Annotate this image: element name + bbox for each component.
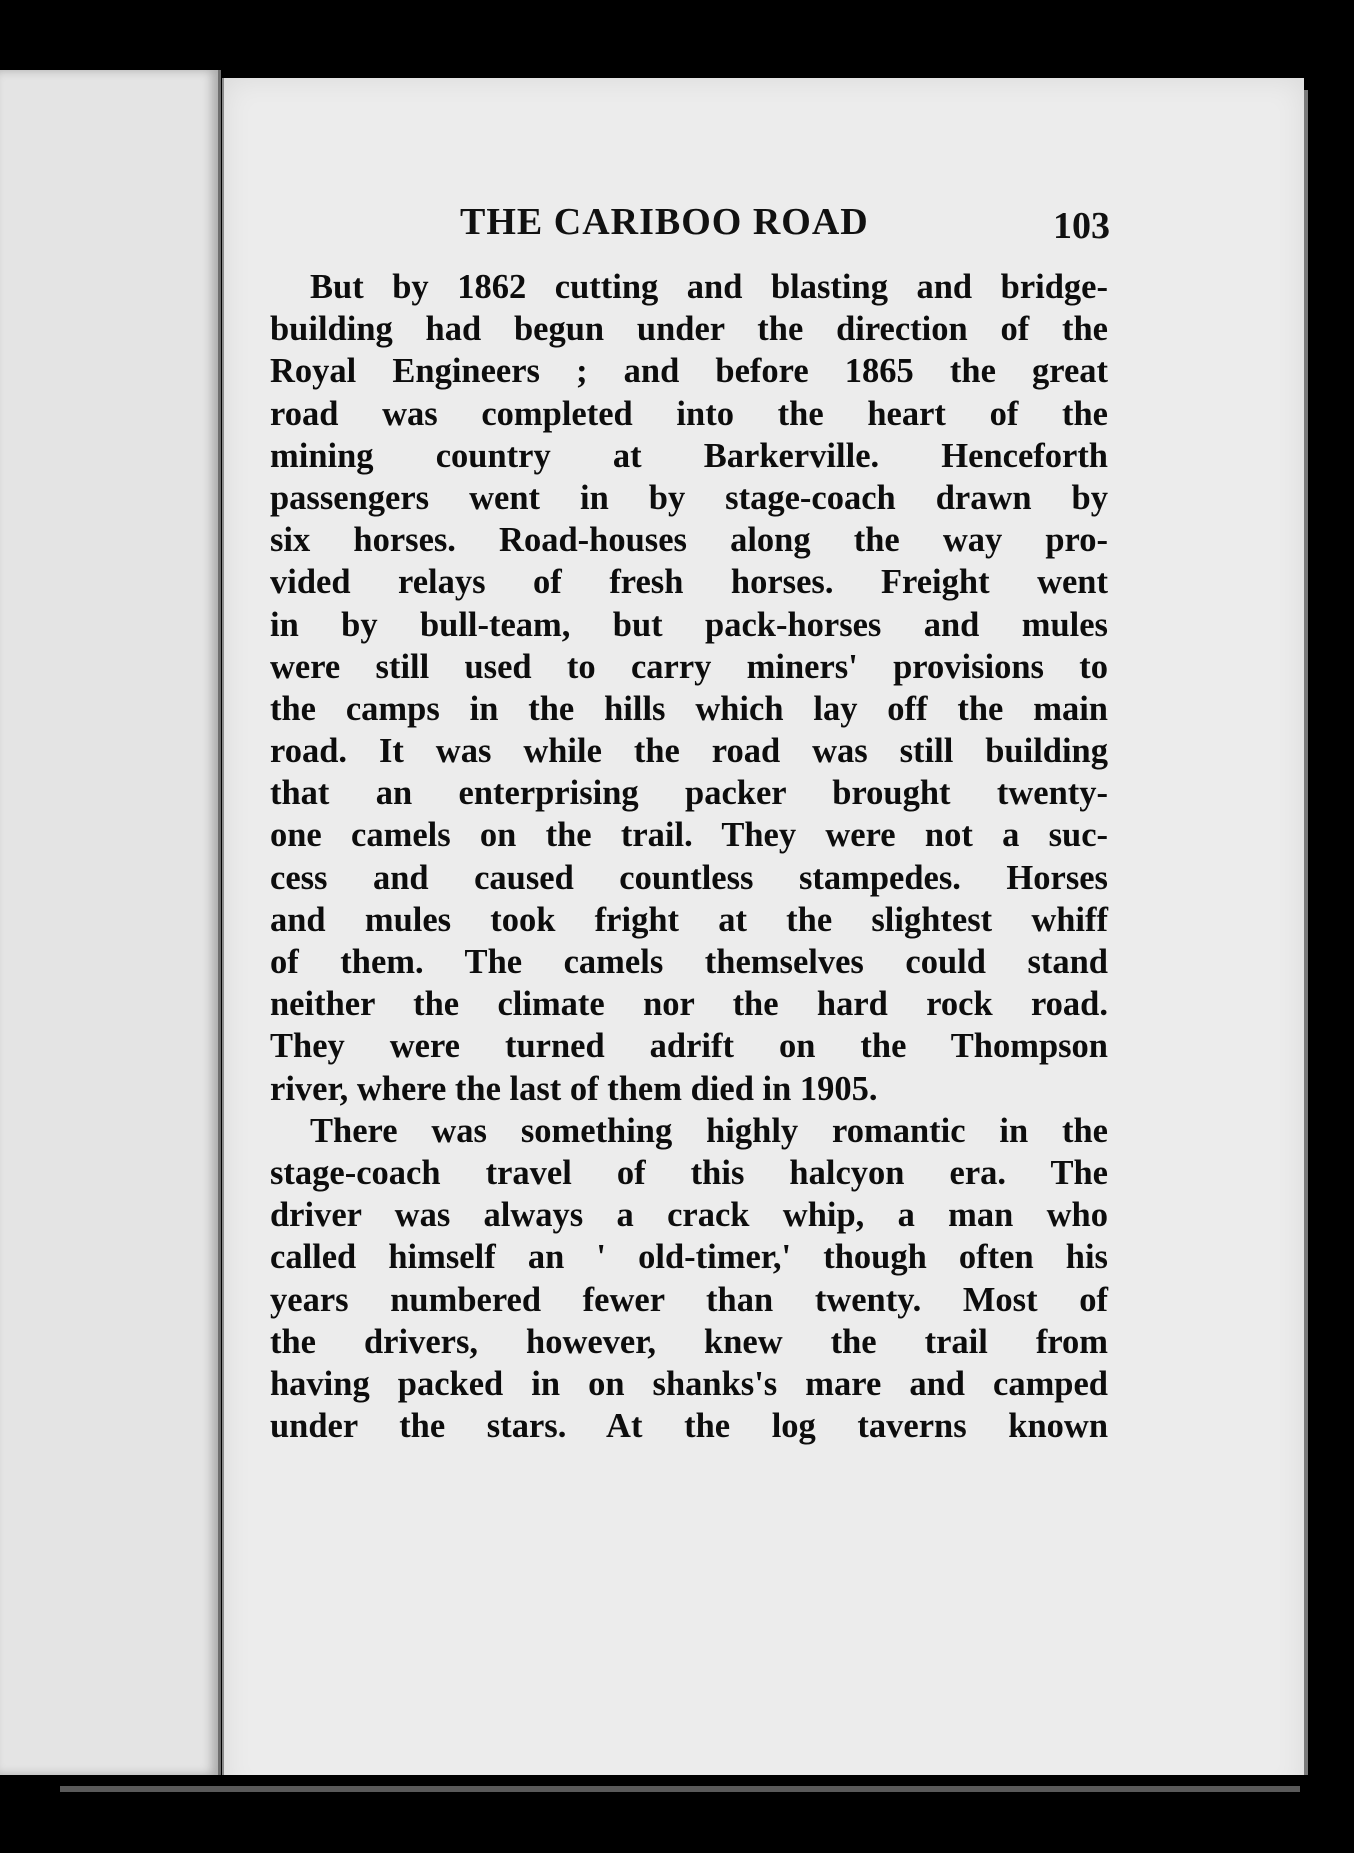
text-line: passengers went in by stage-coach drawn by: [270, 478, 1108, 517]
text-line: Royal Engineers ; and before 1865 the great: [270, 352, 1108, 391]
text-line: vided relays of fresh horses. Freight went: [270, 563, 1108, 602]
text-line: road was completed into the heart of the: [270, 394, 1108, 433]
running-head-title: THE CARIBOO ROAD: [460, 201, 869, 243]
paragraph-1: [270, 266, 1108, 1110]
text-line: cess and caused countless stampedes. Horses: [270, 858, 1108, 897]
text-line: driver was always a crack whip, a man who: [270, 1196, 1108, 1235]
text-line: stage-coach travel of this halcyon era. The: [270, 1153, 1108, 1192]
page-bottom-edge: [60, 1786, 1300, 1792]
text-line: that an enterprising packer brought twenty-: [270, 774, 1108, 813]
body-text: [270, 266, 1108, 1447]
page-number: 103: [1053, 205, 1110, 247]
text-line: the camps in the hills which lay off the main: [270, 689, 1108, 728]
paragraph-2: [270, 1110, 1108, 1448]
text-line: having packed in on shanks's mare and camped: [270, 1364, 1108, 1403]
text-line: building had begun under the direction of the: [270, 310, 1108, 349]
page-edge: [1304, 90, 1354, 1790]
text-line: years numbered fewer than twenty. Most of: [270, 1280, 1108, 1319]
text-line: river, where the last of them died in 1905.: [270, 1069, 878, 1108]
text-line: There was something highly romantic in the: [310, 1111, 1108, 1150]
text-line: called himself an ' old-timer,' though often his: [270, 1238, 1108, 1277]
text-line: the drivers, however, knew the trail from: [270, 1322, 1108, 1361]
text-line: of them. The camels themselves could stand: [270, 943, 1108, 981]
text-line: six horses. Road-houses along the way pro-: [270, 521, 1108, 560]
text-line: were still used to carry miners' provisions to: [270, 647, 1108, 686]
text-line: in by bull-team, but pack-horses and mules: [270, 605, 1108, 644]
text-line: one camels on the trail. They were not a suc-: [270, 816, 1108, 855]
text-line: mining country at Barkerville. Henceforth: [270, 436, 1108, 475]
text-line: and mules took fright at the slightest whiff: [270, 900, 1108, 939]
running-head: [270, 200, 1110, 260]
text-line: They were turned adrift on the Thompson: [270, 1027, 1108, 1066]
text-line: under the stars. At the log taverns known: [270, 1407, 1108, 1446]
facing-page: [0, 70, 221, 1775]
text-line: road. It was while the road was still building: [270, 732, 1108, 771]
text-line: neither the climate nor the hard rock road.: [270, 985, 1108, 1024]
text-line: But by 1862 cutting and blasting and bridge-: [310, 268, 1108, 306]
